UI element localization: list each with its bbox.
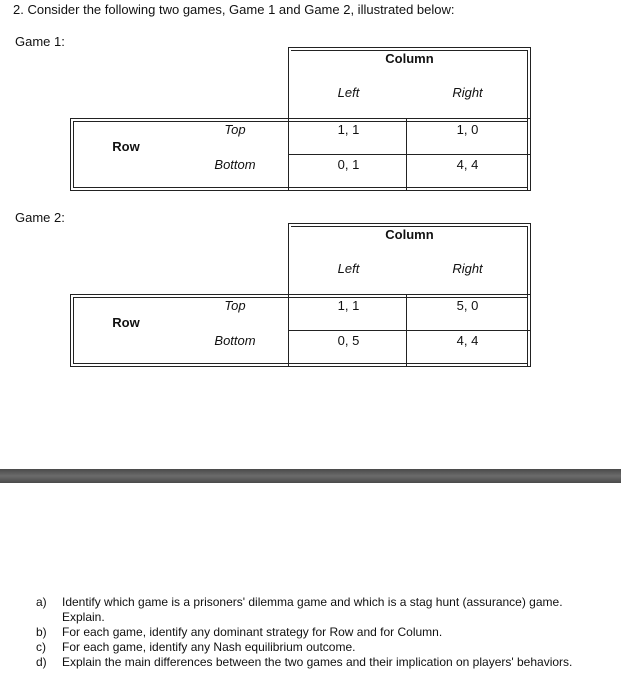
question-list	[36, 595, 606, 670]
question-text: Identify which game is a prisoners' dilemma game and which is a stag hunt (assurance) game. Explain.	[62, 595, 563, 624]
game1-row-strategy-bottom: Bottom	[214, 157, 256, 172]
game1-col-strategy-left: Left	[337, 85, 360, 100]
game2-row-header: Row	[112, 315, 140, 330]
question-letter: d)	[36, 655, 47, 669]
question-letter: a)	[36, 595, 47, 609]
question-item-c	[36, 640, 606, 655]
question-text: For each game, identify any dominant strategy for Row and for Column.	[62, 625, 443, 639]
game2-payoff-top-left: 1, 1	[337, 298, 360, 313]
game2-payoff-bottom-left: 0, 5	[337, 333, 360, 348]
question-item-d	[36, 655, 606, 670]
game1-label: Game 1:	[15, 34, 65, 49]
game1-col-strategy-right: Right	[452, 85, 483, 100]
question-intro: 2. Consider the following two games, Game 1 and Game 2, illustrated below:	[13, 2, 455, 17]
game1-column-header: Column	[385, 51, 434, 66]
game2-row-strategy-bottom: Bottom	[214, 333, 256, 348]
game2-payoff-top-right: 5, 0	[456, 298, 479, 313]
game2-payoff-matrix	[0, 223, 621, 383]
question-item-b	[36, 625, 606, 640]
question-text: Explain the main differences between the two games and their implication on players' behaviors.	[62, 655, 573, 669]
game1-row-strategy-top: Top	[224, 122, 246, 137]
question-item-a	[36, 595, 606, 625]
game2-col-strategy-right: Right	[452, 261, 483, 276]
game1-payoff-bottom-right: 4, 4	[456, 157, 479, 172]
game2-payoff-bottom-right: 4, 4	[456, 333, 479, 348]
question-letter: b)	[36, 625, 47, 639]
game2-row-strategy-top: Top	[224, 298, 246, 313]
game1-payoff-bottom-left: 0, 1	[337, 157, 360, 172]
game2-label: Game 2:	[15, 210, 65, 225]
game1-payoff-top-left: 1, 1	[337, 122, 360, 137]
question-letter: c)	[36, 640, 46, 654]
page-separator-bar	[0, 469, 621, 483]
game1-payoff-matrix	[0, 47, 621, 207]
question-text: For each game, identify any Nash equilibrium outcome.	[62, 640, 356, 654]
game1-row-header: Row	[112, 139, 140, 154]
game2-col-strategy-left: Left	[337, 261, 360, 276]
game1-payoff-top-right: 1, 0	[456, 122, 479, 137]
game2-column-header: Column	[385, 227, 434, 242]
